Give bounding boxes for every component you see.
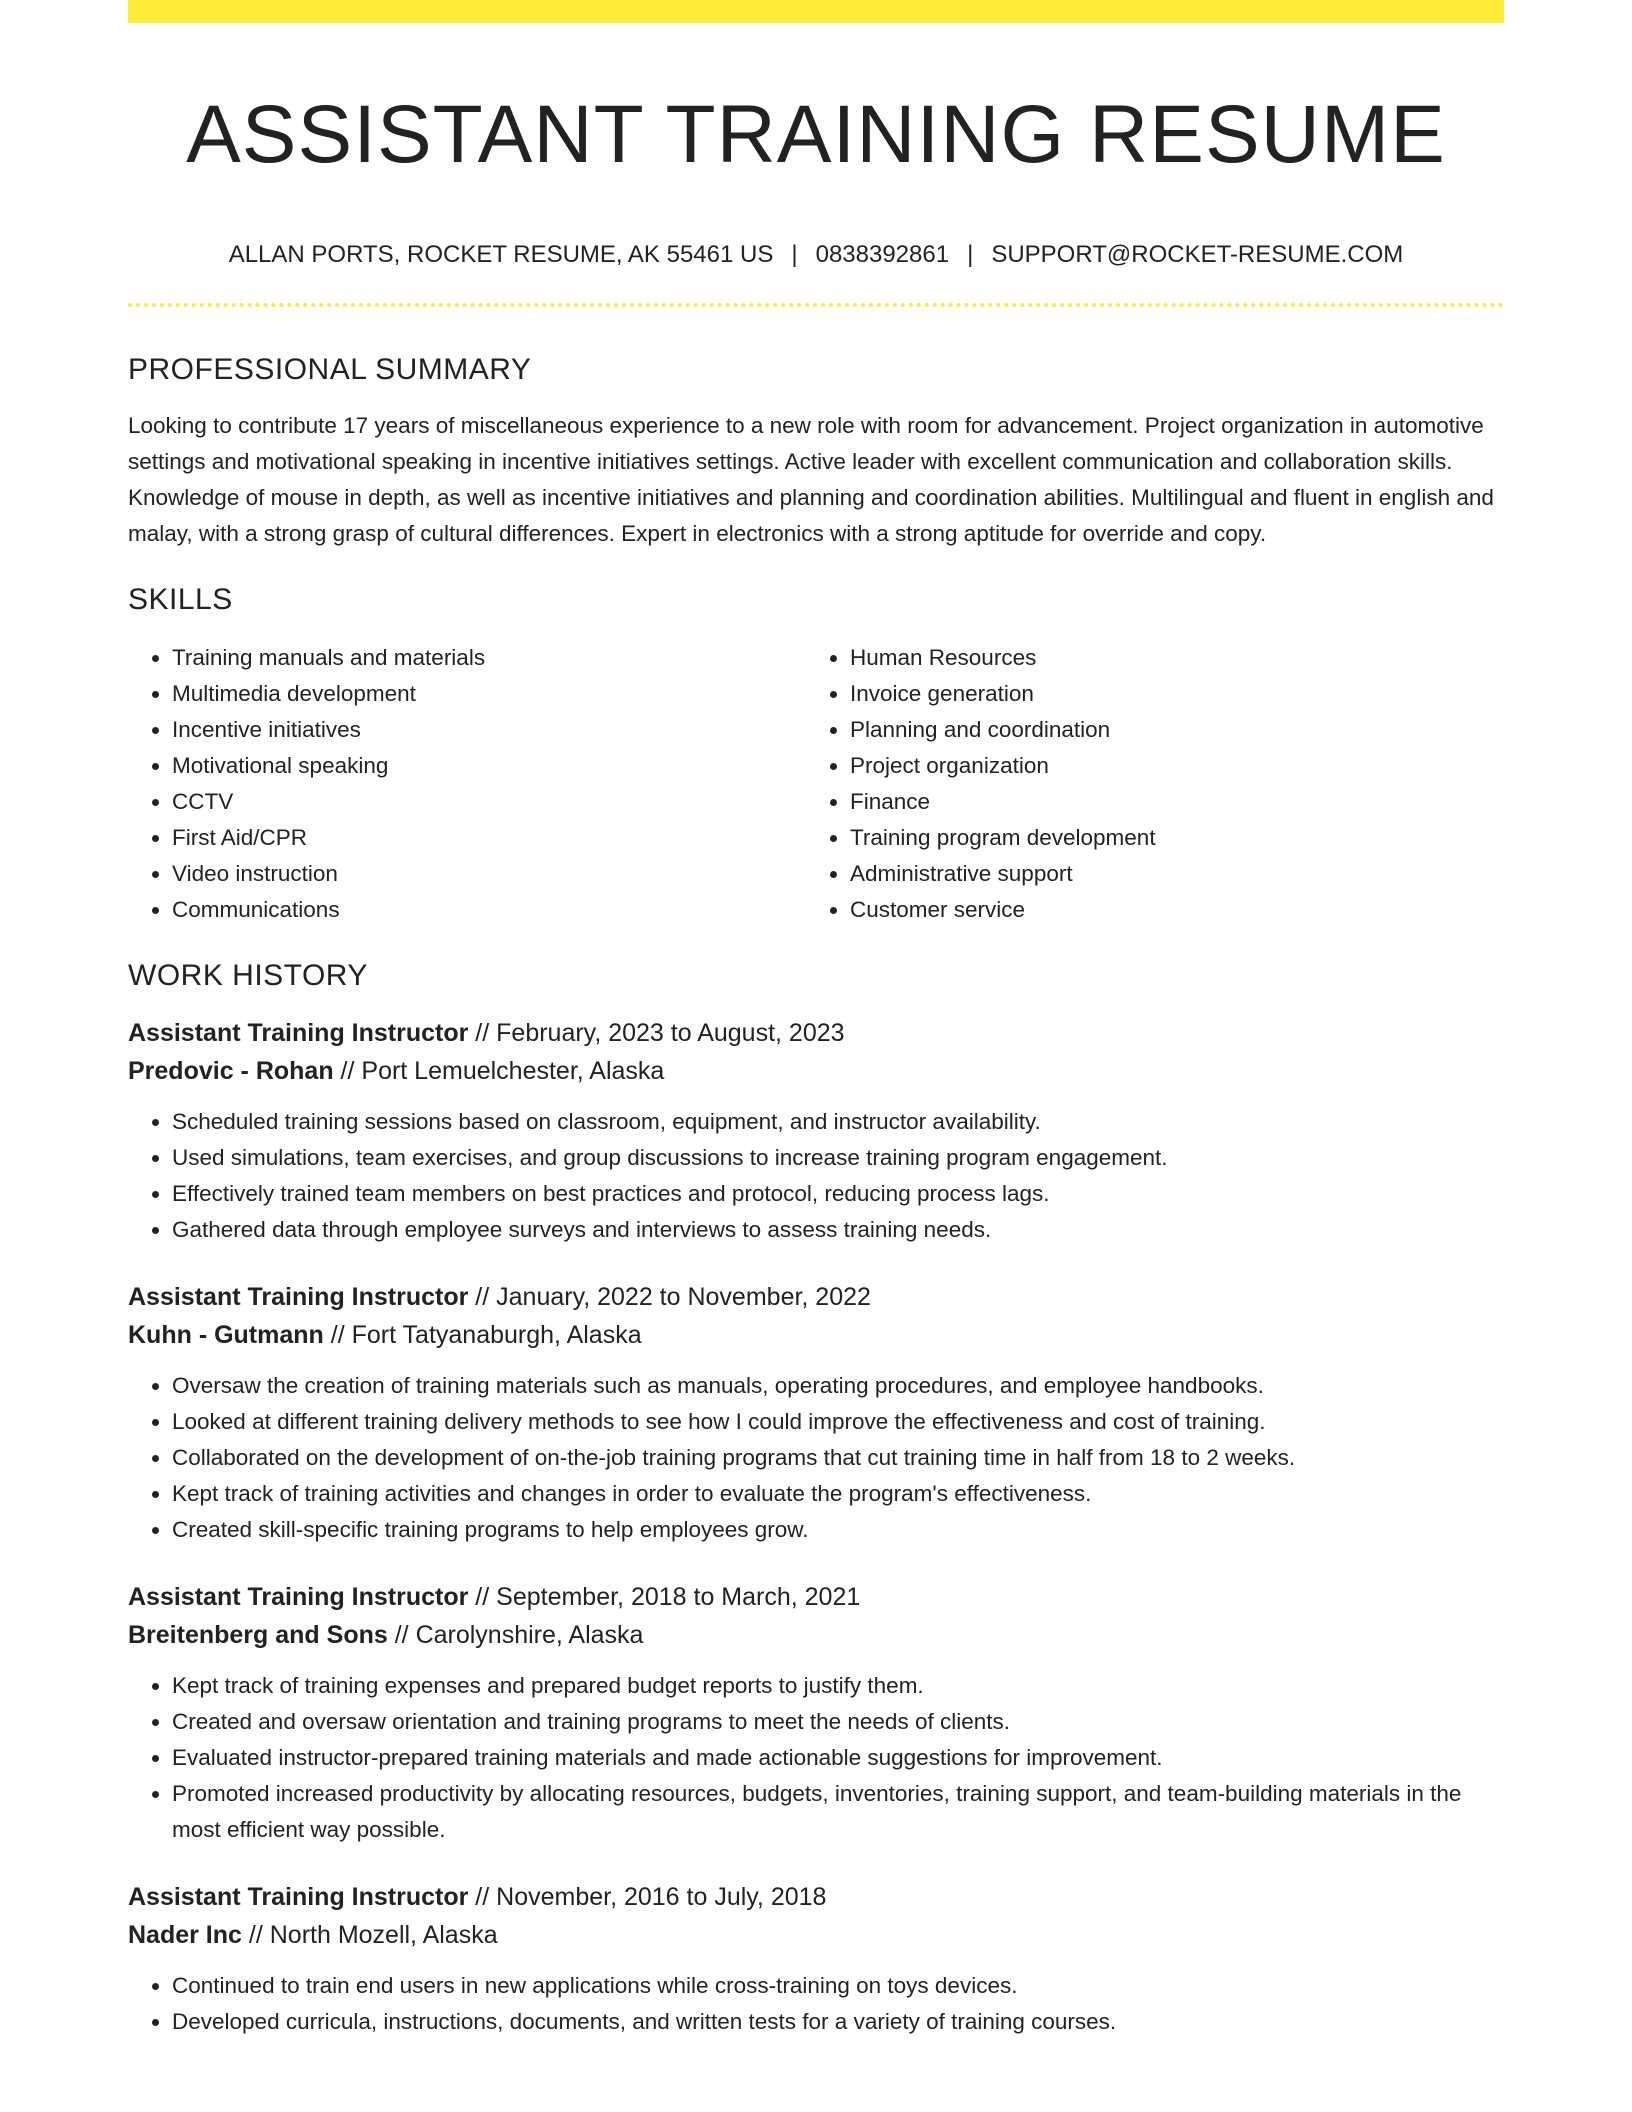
skill-item: • Video instruction xyxy=(172,856,806,892)
job-entry xyxy=(128,1878,1504,2040)
skill-item: • Training manuals and materials xyxy=(172,640,806,676)
skill-item: • CCTV xyxy=(172,784,806,820)
job-bullet: • Kept track of training expenses and prepared budget reports to justify them. xyxy=(172,1668,1504,1704)
resume-content xyxy=(128,23,1504,2040)
job-location: Carolynshire, Alaska xyxy=(415,1621,644,1649)
skill-item: • Incentive initiatives xyxy=(172,712,806,748)
job-company: Predovic - Rohan xyxy=(128,1057,334,1085)
job-title: Assistant Training Instructor xyxy=(128,1583,469,1611)
skill-item: • Administrative support xyxy=(850,856,1484,892)
job-location: North Mozell, Alaska xyxy=(269,1921,498,1949)
line-separator: // xyxy=(333,1057,362,1085)
job-location: Port Lemuelchester, Alaska xyxy=(361,1057,665,1085)
skill-item: • First Aid/CPR xyxy=(172,820,806,856)
skills-left-list xyxy=(128,640,806,928)
job-bullet: • Looked at different training delivery methods to see how I could improve the effectiveness and cost of training. xyxy=(172,1404,1504,1440)
job-company: Breitenberg and Sons xyxy=(128,1621,388,1649)
job-bullet: • Created and oversaw orientation and training programs to meet the needs of clients. xyxy=(172,1704,1504,1740)
job-bullets xyxy=(128,1668,1504,1848)
job-bullets xyxy=(128,1968,1504,2040)
dotted-divider xyxy=(128,303,1504,307)
contact-address: ALLAN PORTS, ROCKET RESUME, AK 55461 US xyxy=(228,241,774,268)
skill-item: • Invoice generation xyxy=(850,676,1484,712)
skill-item: • Project organization xyxy=(850,748,1484,784)
job-dates: September, 2018 to March, 2021 xyxy=(496,1583,861,1611)
skill-item: • Multimedia development xyxy=(172,676,806,712)
contact-separator: | xyxy=(791,241,798,268)
job-bullet: • Continued to train end users in new applications while cross-training on toys devices. xyxy=(172,1968,1504,2004)
job-bullet: • Created skill-specific training programs to help employees grow. xyxy=(172,1512,1504,1548)
job-bullet: • Effectively trained team members on best practices and protocol, reducing process lags. xyxy=(172,1176,1504,1212)
job-bullet: • Kept track of training activities and changes in order to evaluate the program's effectiveness. xyxy=(172,1476,1504,1512)
skill-item: • Human Resources xyxy=(850,640,1484,676)
job-bullet: • Promoted increased productivity by allocating resources, budgets, inventories, training support, and team-building materials in the most efficient way possible. xyxy=(172,1776,1504,1848)
work-history-heading: WORK HISTORY xyxy=(128,959,368,992)
job-bullet: • Evaluated instructor-prepared training materials and made actionable suggestions for improvement. xyxy=(172,1740,1504,1776)
skill-item: • Finance xyxy=(850,784,1484,820)
job-title-line xyxy=(128,1014,1504,1052)
job-title: Assistant Training Instructor xyxy=(128,1283,469,1311)
line-separator: // xyxy=(323,1321,352,1349)
job-bullets xyxy=(128,1368,1504,1548)
skill-item: • Communications xyxy=(172,892,806,928)
job-title: Assistant Training Instructor xyxy=(128,1019,469,1047)
job-company-line xyxy=(128,1316,1504,1354)
job-dates: February, 2023 to August, 2023 xyxy=(496,1019,845,1047)
summary-heading: PROFESSIONAL SUMMARY xyxy=(128,353,532,386)
skills-right-list xyxy=(806,640,1484,928)
line-separator: // xyxy=(241,1921,270,1949)
skills-heading: SKILLS xyxy=(128,583,233,616)
job-bullet: • Oversaw the creation of training materials such as manuals, operating procedures, and employee handbooks. xyxy=(172,1368,1504,1404)
line-separator: // xyxy=(468,1283,497,1311)
job-bullet: • Developed curricula, instructions, documents, and written tests for a variety of training courses. xyxy=(172,2004,1504,2040)
job-bullet: • Gathered data through employee surveys and interviews to assess training needs. xyxy=(172,1212,1504,1248)
job-company-line xyxy=(128,1616,1504,1654)
line-separator: // xyxy=(468,1583,497,1611)
skill-item: • Planning and coordination xyxy=(850,712,1484,748)
resume-title: ASSISTANT TRAINING RESUME xyxy=(186,89,1446,180)
top-accent-bar xyxy=(128,0,1504,23)
line-separator: // xyxy=(468,1019,497,1047)
skills-grid xyxy=(128,640,1504,928)
job-bullet: • Scheduled training sessions based on classroom, equipment, and instructor availability. xyxy=(172,1104,1504,1140)
line-separator: // xyxy=(387,1621,416,1649)
contact-phone: 0838392861 xyxy=(815,241,950,268)
skill-item: • Motivational speaking xyxy=(172,748,806,784)
line-separator: // xyxy=(468,1883,497,1911)
job-entry xyxy=(128,1014,1504,1248)
summary-text: Looking to contribute 17 years of miscellaneous experience to a new role with room for advancement. Project organization in automotive settings and motivational speaking in incentive initiatives settings. Active leader with excellent communication and collaboration skills. Knowledge of mouse in depth, as well as incentive initiatives and planning and coordination abilities. Multilingual and fluent in english and malay, with a strong grasp of cultural differences. Expert in electronics with a strong aptitude for override and copy. xyxy=(128,413,1494,546)
job-dates: January, 2022 to November, 2022 xyxy=(496,1283,871,1311)
job-company: Kuhn - Gutmann xyxy=(128,1321,324,1349)
job-bullet: • Used simulations, team exercises, and group discussions to increase training program engagement. xyxy=(172,1140,1504,1176)
contact-separator: | xyxy=(967,241,974,268)
job-entry xyxy=(128,1578,1504,1848)
job-title: Assistant Training Instructor xyxy=(128,1883,469,1911)
job-location: Fort Tatyanaburgh, Alaska xyxy=(351,1321,642,1349)
job-bullet: • Collaborated on the development of on-the-job training programs that cut training time in half from 18 to 2 weeks. xyxy=(172,1440,1504,1476)
job-bullets xyxy=(128,1104,1504,1248)
job-dates: November, 2016 to July, 2018 xyxy=(496,1883,827,1911)
job-entry xyxy=(128,1278,1504,1548)
job-title-line xyxy=(128,1578,1504,1616)
contact-email: SUPPORT@ROCKET-RESUME.COM xyxy=(991,241,1404,268)
job-title-line xyxy=(128,1278,1504,1316)
job-company: Nader Inc xyxy=(128,1921,242,1949)
skill-item: • Training program development xyxy=(850,820,1484,856)
job-title-line xyxy=(128,1878,1504,1916)
contact-line xyxy=(128,239,1504,271)
job-company-line xyxy=(128,1052,1504,1090)
job-company-line xyxy=(128,1916,1504,1954)
skill-item: • Customer service xyxy=(850,892,1484,928)
